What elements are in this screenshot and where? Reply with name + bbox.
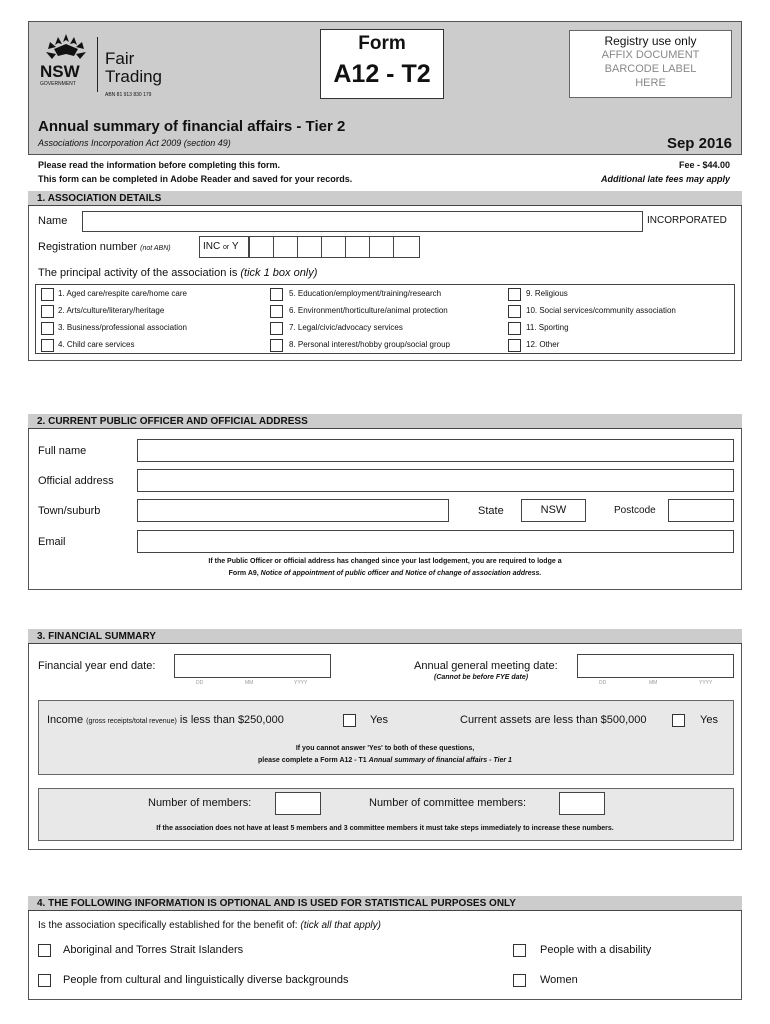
activity-label-7: 7. Legal/civic/advocacy services	[289, 323, 403, 332]
registration-label-text: Registration number	[38, 241, 138, 253]
registration-digit-2[interactable]	[273, 236, 298, 258]
registry-text-1: AFFIX DOCUMENT	[601, 49, 700, 61]
income-note: (gross receipts/total revenue)	[86, 718, 177, 725]
committee-input[interactable]	[559, 792, 605, 815]
fye-label: Financial year end date:	[38, 660, 156, 672]
benefit-checkbox-women[interactable]	[513, 974, 526, 987]
state-field[interactable]	[521, 499, 586, 522]
registration-label	[38, 241, 171, 253]
logo-divider	[97, 37, 98, 92]
full-name-input[interactable]	[137, 439, 734, 462]
benefit-label-disability: People with a disability	[540, 944, 652, 956]
official-address-input[interactable]	[137, 469, 734, 492]
registration-digit-5[interactable]	[345, 236, 370, 258]
agency-name-line2: Trading	[105, 67, 163, 86]
form-subtitle: Associations Incorporation Act 2009 (section 49)	[38, 138, 231, 148]
income-threshold: is less than $250,000	[179, 714, 284, 726]
activity-label-text: The principal activity of the association is	[38, 267, 238, 279]
members-input[interactable]	[275, 792, 321, 815]
official-address-label: Official address	[38, 475, 114, 487]
activity-label-11: 11. Sporting	[526, 323, 569, 332]
registration-prefix	[199, 236, 249, 258]
members-panel	[38, 788, 734, 841]
postcode-label: Postcode	[614, 505, 656, 516]
section-2-heading: 2. CURRENT PUBLIC OFFICER AND OFFICIAL ADDRESS	[28, 414, 742, 429]
form-label: Form	[358, 33, 406, 54]
benefit-question	[38, 920, 381, 931]
activity-checkbox-12[interactable]	[508, 339, 521, 352]
registration-digit-1[interactable]	[249, 236, 274, 258]
benefit-checkbox-aboriginal[interactable]	[38, 944, 51, 957]
agency-name-line1: Fair	[105, 49, 135, 68]
tier-note-2-text: please complete a Form A12 - T1	[258, 757, 367, 764]
activity-checkbox-3[interactable]	[41, 322, 54, 335]
assets-yes-label: Yes	[700, 714, 718, 726]
intro-line-1: Please read the information before completing this form.	[38, 160, 281, 170]
form-code-box	[320, 29, 444, 99]
activity-label-1: 1. Aged care/respite care/home care	[58, 289, 187, 298]
activity-checkbox-9[interactable]	[508, 288, 521, 301]
agm-label: Annual general meeting date:	[414, 660, 558, 672]
late-fee-text: Additional late fees may apply	[600, 174, 730, 184]
activity-checkbox-5[interactable]	[270, 288, 283, 301]
activity-label-9: 9. Religious	[526, 289, 568, 298]
section-4-heading: 4. THE FOLLOWING INFORMATION IS OPTIONAL AND IS USED FOR STATISTICAL PURPOSES ONLY	[28, 896, 742, 911]
name-label: Name	[38, 215, 68, 227]
activity-checkbox-11[interactable]	[508, 322, 521, 335]
agm-date-input[interactable]	[577, 654, 734, 678]
fee-text: Fee - $44.00	[678, 160, 730, 170]
section-3-heading: 3. FINANCIAL SUMMARY	[28, 629, 742, 644]
email-label: Email	[38, 536, 66, 548]
activity-label-10: 10. Social services/community association	[526, 306, 676, 315]
public-officer-note-2	[130, 570, 640, 577]
benefit-label-cald: People from cultural and linguistically diverse backgrounds	[63, 974, 349, 986]
intro-line-2: This form can be completed in Adobe Reader and saved for your records.	[38, 174, 353, 184]
benefit-label-aboriginal: Aboriginal and Torres Strait Islanders	[63, 944, 244, 956]
benefit-question-text: Is the association specifically established for the benefit of:	[38, 920, 298, 931]
email-input[interactable]	[137, 530, 734, 553]
activity-note: (tick 1 box only)	[240, 267, 318, 279]
agm-yyyy-hint: YYYY	[699, 680, 713, 686]
benefit-checkbox-cald[interactable]	[38, 974, 51, 987]
note-form-a9-title: Notice of appointment of public officer and Notice of change of association address.	[260, 570, 542, 577]
agm-dd-hint: DD	[599, 680, 607, 686]
activity-checkbox-7[interactable]	[270, 322, 283, 335]
reg-prefix-y: Y	[231, 241, 239, 252]
town-label: Town/suburb	[38, 505, 101, 517]
note-form-a9: Form A9,	[228, 570, 259, 577]
activity-checkbox-6[interactable]	[270, 305, 283, 318]
fye-mm-hint: MM	[245, 680, 254, 686]
assets-label: Current assets are less than $500,000	[460, 714, 647, 726]
activity-label-2: 2. Arts/culture/literary/heritage	[58, 306, 165, 315]
fye-date-input[interactable]	[174, 654, 331, 678]
committee-label: Number of committee members:	[369, 797, 527, 809]
reg-prefix-inc: INC	[203, 241, 221, 252]
income-label-text: Income	[47, 714, 84, 726]
activity-checkbox-8[interactable]	[270, 339, 283, 352]
activity-label	[38, 267, 317, 279]
tier-note-1: If you cannot answer 'Yes' to both of these questions,	[295, 745, 475, 752]
public-officer-note-1: If the Public Officer or official address has changed since your last lodgement, you are required to lodge a	[208, 558, 562, 565]
members-note: If the association does not have at least 5 members and 3 committee members it must take steps immediately to increase these numbers.	[156, 825, 614, 832]
agm-note: (Cannot be before FYE date)	[434, 674, 529, 681]
waratah-logo-icon	[40, 32, 92, 64]
registration-digit-3[interactable]	[297, 236, 322, 258]
activity-label-6: 6. Environment/horticulture/animal protection	[289, 306, 448, 315]
registry-title: Registry use only	[604, 34, 697, 48]
registration-note: (not ABN)	[140, 245, 171, 252]
agm-mm-hint: MM	[649, 680, 658, 686]
registry-text-2: BARCODE LABEL	[604, 63, 697, 75]
benefit-label-women: Women	[540, 974, 578, 986]
fye-dd-hint: DD	[196, 680, 204, 686]
form-date: Sep 2016	[666, 135, 732, 152]
activity-label-8: 8. Personal interest/hobby group/social group	[289, 340, 450, 349]
activity-label-3: 3. Business/professional association	[58, 323, 187, 332]
activity-label-4: 4. Child care services	[58, 340, 135, 349]
tier-note-2	[140, 757, 630, 764]
registration-digit-6[interactable]	[369, 236, 394, 258]
logo-nsw-text: NSW	[40, 62, 80, 81]
form-code: A12 - T2	[333, 60, 431, 88]
registry-box	[569, 30, 732, 98]
members-label: Number of members:	[148, 797, 252, 809]
registration-digit-4[interactable]	[321, 236, 346, 258]
section-1-heading: 1. ASSOCIATION DETAILS	[28, 191, 742, 206]
state-label: State	[478, 505, 504, 517]
activity-label-5: 5. Education/employment/training/research	[289, 289, 442, 298]
fye-yyyy-hint: YYYY	[294, 680, 308, 686]
tier-note-2-form: Annual summary of financial affairs - Tier 1	[368, 757, 512, 764]
income-yes-checkbox[interactable]	[343, 714, 356, 727]
state-value: NSW	[540, 504, 567, 516]
name-input[interactable]	[82, 211, 643, 232]
activity-label-12: 12. Other	[526, 340, 560, 349]
activity-checkbox-1[interactable]	[41, 288, 54, 301]
abn-text: ABN 81 913 830 179	[105, 92, 152, 98]
income-label	[47, 714, 284, 726]
activity-grid	[35, 284, 735, 354]
registration-digit-7[interactable]	[393, 236, 420, 258]
benefit-checkbox-disability[interactable]	[513, 944, 526, 957]
town-input[interactable]	[137, 499, 449, 522]
assets-yes-checkbox[interactable]	[672, 714, 685, 727]
income-yes-label: Yes	[370, 714, 388, 726]
form-title: Annual summary of financial affairs - Tier 2	[38, 118, 346, 135]
reg-prefix-or: or	[223, 244, 230, 251]
incorporated-label: INCORPORATED	[647, 215, 727, 226]
logo-government-text: GOVERNMENT	[40, 81, 76, 87]
registry-text-3: HERE	[635, 77, 666, 89]
full-name-label: Full name	[38, 445, 87, 457]
activity-checkbox-10[interactable]	[508, 305, 521, 318]
postcode-input[interactable]	[668, 499, 734, 522]
benefit-question-note: (tick all that apply)	[300, 920, 381, 931]
activity-checkbox-4[interactable]	[41, 339, 54, 352]
activity-checkbox-2[interactable]	[41, 305, 54, 318]
